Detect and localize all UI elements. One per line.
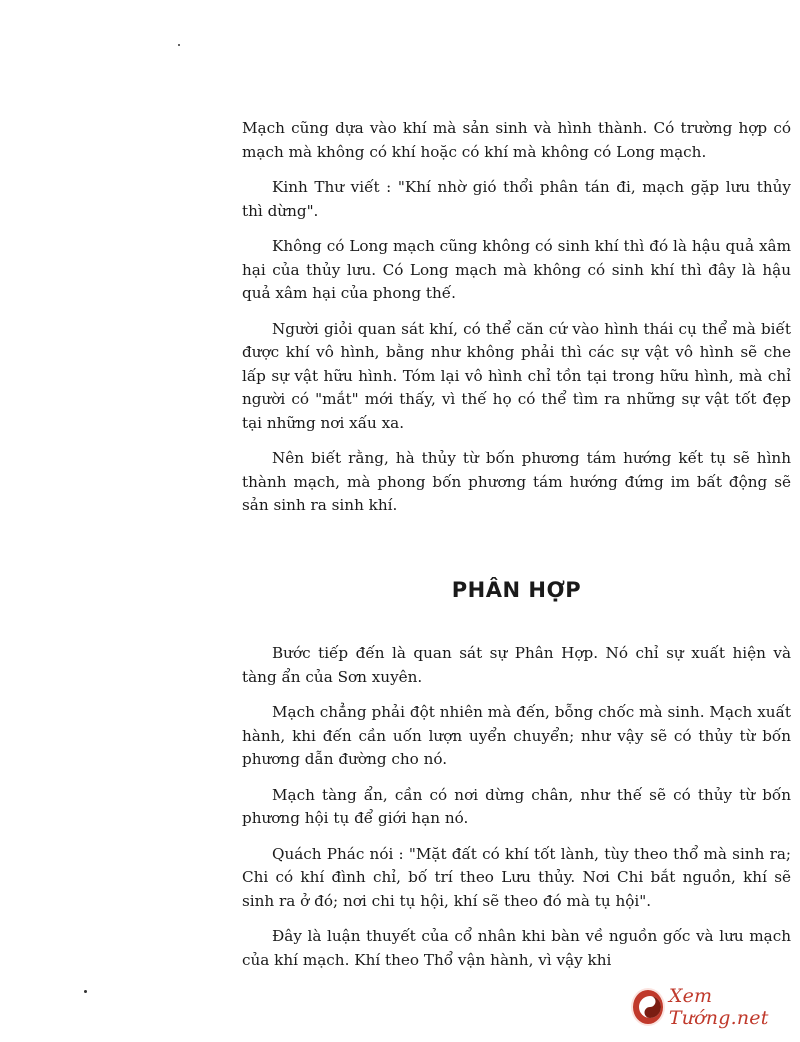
section-2-text xyxy=(242,642,791,972)
yin-yang-icon xyxy=(633,990,663,1024)
paragraph: Người giỏi quan sát khí, có thể căn cứ vào hình thái cụ thể mà biết được khí vô hình, bằng như không phải thì các sự vật vô hình sẽ che lấp sự vật hữu hình. Tóm lại vô hình chỉ tồn tại trong hữu hình, mà chỉ người có "mắt" mới thấy, vì thế họ có thể tìm ra những sự vật tốt đẹp tại những nơi xấu xa. xyxy=(242,319,791,432)
paragraph: Kinh Thư viết : "Khí nhờ gió thổi phân tán đi, mạch gặp lưu thủy thì dừng". xyxy=(242,178,791,220)
paragraph: Đây là luận thuyết của cổ nhân khi bàn về nguồn gốc và lưu mạch của khí mạch. Khí theo Thổ vận hành, vì vậy khi xyxy=(242,927,791,969)
paragraph: Bước tiếp đến là quan sát sự Phân Hợp. Nó chỉ sự xuất hiện và tàng ẩn của Sơn xuyên. xyxy=(242,644,791,686)
section-heading: PHÂN HỢP xyxy=(451,578,582,602)
paragraph: Quách Phác nói : "Mặt đất có khí tốt lành, tùy theo thổ mà sinh ra; Chi có khí đình chỉ, bố trí theo Lưu thủy. Nơi Chi bắt nguồn, khí sẽ sinh ra ở đó; nơi chi tụ hội, khí sẽ theo đó mà tụ hội". xyxy=(242,844,791,910)
watermark-logo xyxy=(633,987,800,1027)
paragraph: Mạch tàng ẩn, cần có nơi dừng chân, như thế sẽ có thủy từ bốn phương hội tụ để giới hạn nó. xyxy=(242,785,791,827)
paragraph: Mạch cũng dựa vào khí mà sản sinh và hình thành. Có trường hợp có mạch mà không có khí hoặc có khí mà không có Long mạch. xyxy=(242,119,791,161)
paragraph: Không có Long mạch cũng không có sinh khí thì đó là hậu quả xâm hại của thủy lưu. Có Long mạch mà không có sinh khí thì đây là hậu quả xâm hại của phong thế. xyxy=(242,237,791,302)
watermark-text: Xem Tướng.net xyxy=(668,985,769,1029)
scan-speck xyxy=(84,990,87,993)
paragraph: Nên biết rằng, hà thủy từ bốn phương tám hướng kết tụ sẽ hình thành mạch, mà phong bốn phương tám hướng đứng im bất động sẽ sản sinh ra sinh khí. xyxy=(242,449,791,514)
scan-speck xyxy=(178,44,180,46)
paragraph: Mạch chẳng phải đột nhiên mà đến, bỗng chốc mà sinh. Mạch xuất hành, khi đến cần uốn lượn uyển chuyển; như vậy sẽ có thủy từ bốn phương dẫn đường cho nó. xyxy=(242,703,791,768)
section-1-text xyxy=(242,117,791,518)
